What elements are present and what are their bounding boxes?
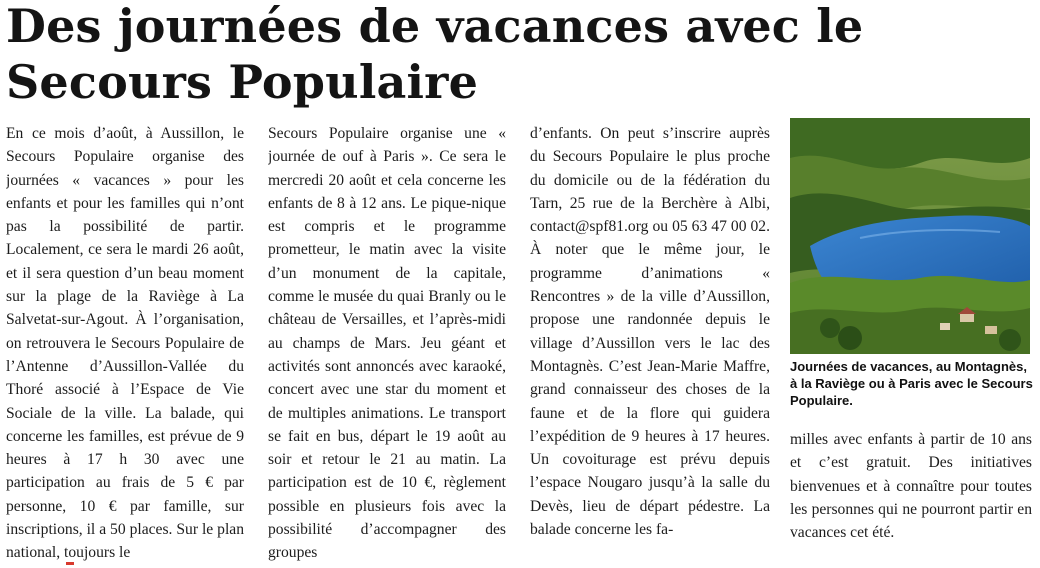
column-3-text: d’enfants. On peut s’inscrire auprès du Secours Populaire le plus proche du domicile ou de la fédération du Tarn, 25 rue de la Berchère à Albi, contact@spf81.org ou 05 63 47 00 02. À noter que le même jour, le programme d’animations « Rencontres » de la ville d’Aussillon, propose une randonnée depuis le village d’Aussillon vers le lac des Montagnès. C’est Jean-Marie Maffre, grand connaisseur des choses de la faune et de la flore qui guidera l’expédition de 9 heures à 17 heures. Un covoiturage est prévu depuis l’espace Nougaro jusqu’à la salle du Devès, lieu de départ pédestre. La balade concerne les fa-: [530, 125, 770, 539]
column-4-text: milles avec enfants à partir de 10 ans et c’est gratuit. Des initiatives bienvenues et à connaître pour toutes les personnes qui ne pourront partir en vacances cet été.: [790, 431, 1032, 542]
article-column-3: [530, 122, 770, 568]
photo-caption: Journées de vacances, au Montagnès, à la Raviège ou à Paris avec le Secours Populaire.: [790, 359, 1033, 408]
article-column-4: [790, 428, 1032, 568]
column-2-text: Secours Populaire organise une « journée de ouf à Paris ». Ce sera le mercredi 20 août et cela concerne les enfants de 8 à 12 ans. Le pique-nique est compris et le programme prometteur, le matin avec la visite d’un monument de la capitale, comme le musée du quai Branly ou le château de Versailles, et l’après-midi au champs de Mars. Jeu géant et activités sont annoncés avec karaoké, concert avec une star du moment et de multiples animations. Le transport se fait en bus, départ le 19 août au soir et retour le 21 au matin. La participation est de 10 €, règlement possible en plusieurs fois avec la possibilité d’accompagner des groupes: [268, 125, 506, 562]
article-headline: Des journées de vacances avec le Secours Populaire: [6, 0, 864, 109]
red-accent-mark: [66, 562, 74, 565]
article-column-1: [6, 122, 244, 568]
article-column-2: [268, 122, 506, 568]
lake-landscape-illustration: [790, 118, 1030, 354]
lake-photo: [790, 118, 1030, 354]
column-1-text: En ce mois d’août, à Aussillon, le Secours Populaire organise des journées « vacances » pour les enfants et pour les familles qui n’ont pas la possibilité de partir. Localement, ce sera le mardi 26 août, et il sera question d’un beau moment sur la plage de la Raviège à La Salvetat-sur-Agout. À l’organisation, on retrouvera le Secours Populaire de l’Antenne d’Aussillon-Vallée du Thoré associé à l’Espace de Vie Sociale de la ville. La balade, qui concerne les familles, est prévue de 9 heures à 17 h 30 avec une participation au frais de 5 € par personne, 10 € par famille, sur inscriptions, il a 50 places. Sur le plan national, toujours le: [6, 125, 244, 562]
